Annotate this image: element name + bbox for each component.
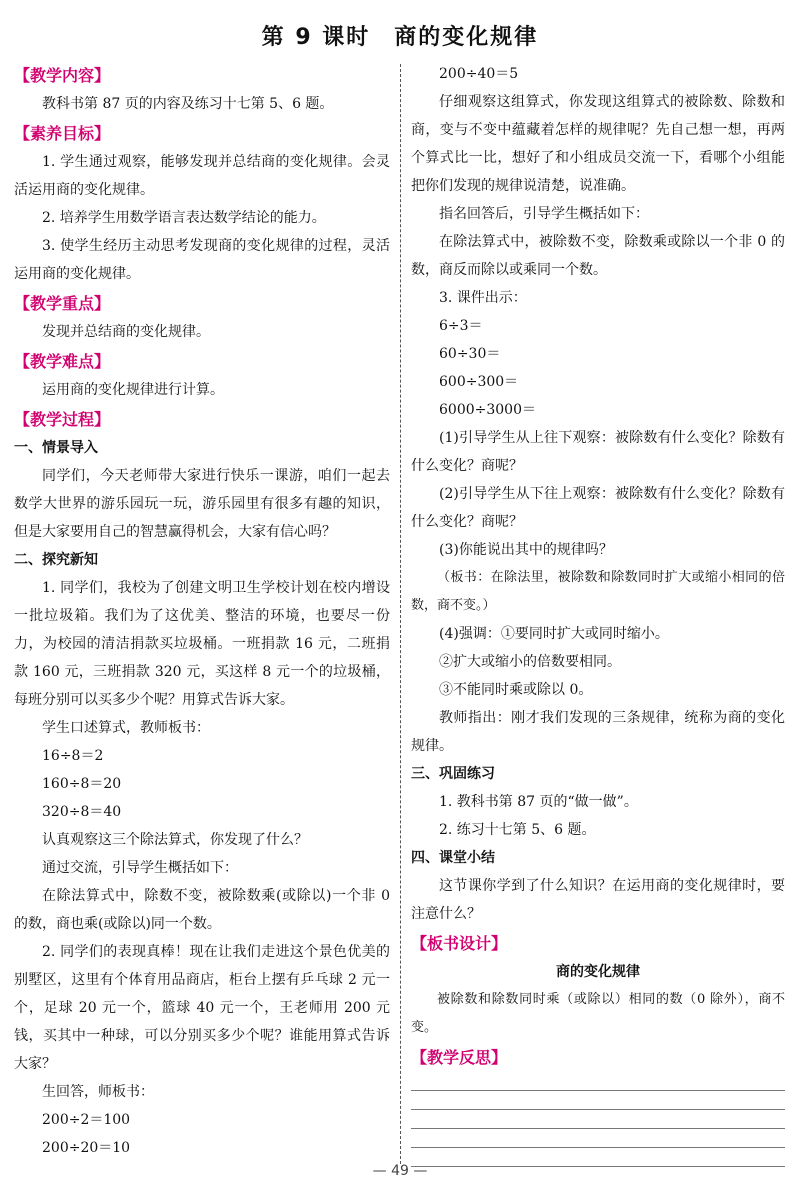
board-title: 商的变化规律 [556,964,640,980]
paragraph: ②扩大或缩小的倍数要相同。 [439,654,621,670]
writing-line [411,1109,785,1110]
paragraph: 1. 同学们，我校为了创建文明卫生学校计划在校内增设一批垃圾箱。我们为了这优美、整洁的环境，也要尽一份力，为校园的清洁捐款买垃圾桶。一班捐款 16 元，二班捐款 160 元，三班捐款 320 元，买这样 8 元一个的垃圾桶，每班分别可以买多少个呢？用算式告诉大家。 [14,580,390,708]
paragraph: 教科书第 87 页的内容及练习十七第 5、6 题。 [42,96,334,112]
section-heading: 【教学内容】 [14,66,111,85]
board-note: 被除数和除数同时乘（或除以）相同的数（0 除外），商不变。 [411,992,785,1035]
equation: 200÷2＝100 [42,1112,131,1128]
writing-line [411,1128,785,1129]
paragraph: ③不能同时乘或除以 0。 [439,682,593,698]
section-heading: 【教学反思】 [411,1048,508,1067]
section-heading: 【板书设计】 [411,934,508,953]
paragraph: 在除法算式中，除数不变，被除数乘(或除以)一个非 0 的数，商也乘(或除以)同一个数。 [14,888,390,932]
paragraph: (3)你能说出其中的规律吗？ [439,542,613,558]
paragraph: (1)引导学生从上往下观察：被除数有什么变化？除数有什么变化？商呢？ [411,430,785,474]
section-heading: 【素养目标】 [14,124,111,143]
paragraph: 3. 使学生经历主动思考发现商的变化规律的过程，灵活运用商的变化规律。 [14,238,390,282]
page-title: 第 9 课时 商的变化规律 [261,25,539,50]
equation: 320÷8＝40 [42,804,122,820]
paragraph: 学生口述算式，教师板书： [42,720,210,736]
equation: 16÷8＝2 [42,748,104,764]
paragraph: 仔细观察这组算式，你发现这组算式的被除数、除数和商，变与不变中蕴藏着怎样的规律呢？先自己想一想，再两个算式比一比，想好了和小组成员交流一下，看哪个小组能把你们发现的规律说清楚，说准确。 [411,94,785,194]
paragraph: 通过交流，引导学生概括如下： [42,860,238,876]
right-column [411,60,785,1185]
paragraph: 这节课你学到了什么知识？在运用商的变化规律时，要注意什么？ [411,878,785,922]
equation: 160÷8＝20 [42,776,122,792]
page-number: — 49 — [372,1163,428,1179]
equation: 200÷20＝10 [42,1140,131,1156]
board-note: （板书：在除法里，被除数和除数同时扩大或缩小相同的倍数，商不变。） [411,570,785,613]
paragraph: 指名回答后，引导学生概括如下： [439,206,649,222]
left-column [14,60,390,1162]
paragraph: 2. 培养学生用数学语言表达数学结论的能力。 [42,210,326,226]
equation: 6000÷3000＝ [439,402,536,418]
paragraph: (4)强调：①要同时扩大或同时缩小。 [439,626,669,642]
section-heading: 【教学重点】 [14,294,111,313]
subsection-heading: 一、情景导入 [14,440,98,456]
paragraph: (2)引导学生从下往上观察：被除数有什么变化？除数有什么变化？商呢？ [411,486,785,530]
paragraph: 发现并总结商的变化规律。 [42,324,210,340]
column-divider [400,64,401,1164]
equation: 6÷3＝ [439,318,483,334]
section-heading: 【教学过程】 [14,410,111,429]
subsection-heading: 四、课堂小结 [411,850,495,866]
equation: 600÷300＝ [439,374,519,390]
subsection-heading: 二、探究新知 [14,552,98,568]
section-heading: 【教学难点】 [14,352,111,371]
paragraph: 1. 教科书第 87 页的“做一做”。 [439,794,638,810]
paragraph: 2. 同学们的表现真棒！现在让我们走进这个景色优美的别墅区，这里有个体育用品商店，柜台上摆有乒乓球 2 元一个，足球 20 元一个，篮球 40 元一个，王老师用 200 元钱，买其中一种球，可以分别买多少个呢？谁能用算式告诉大家？ [14,944,390,1072]
paragraph: 认真观察这三个除法算式，你发现了什么？ [42,832,308,848]
paragraph: 同学们，今天老师带大家进行快乐一课游，咱们一起去数学大世界的游乐园玩一玩，游乐园里有很多有趣的知识，但是大家要用自己的智慧赢得机会，大家有信心吗？ [14,468,390,540]
paragraph: 生回答，师板书： [42,1084,154,1100]
paragraph: 1. 学生通过观察，能够发现并总结商的变化规律。会灵活运用商的变化规律。 [14,154,390,198]
paragraph: 运用商的变化规律进行计算。 [42,382,224,398]
paragraph: 3. 课件出示： [439,290,527,306]
paragraph: 在除法算式中，被除数不变，除数乘或除以一个非 0 的数，商反而除以或乘同一个数。 [411,234,785,278]
reflection-lines [411,1090,785,1167]
paragraph: 2. 练习十七第 5、6 题。 [439,822,596,838]
subsection-heading: 三、巩固练习 [411,766,495,782]
equation: 60÷30＝ [439,346,501,362]
writing-line [411,1090,785,1091]
equation: 200÷40＝5 [439,66,519,82]
paragraph: 教师指出：刚才我们发现的三条规律，统称为商的变化规律。 [411,710,785,754]
writing-line [411,1147,785,1148]
